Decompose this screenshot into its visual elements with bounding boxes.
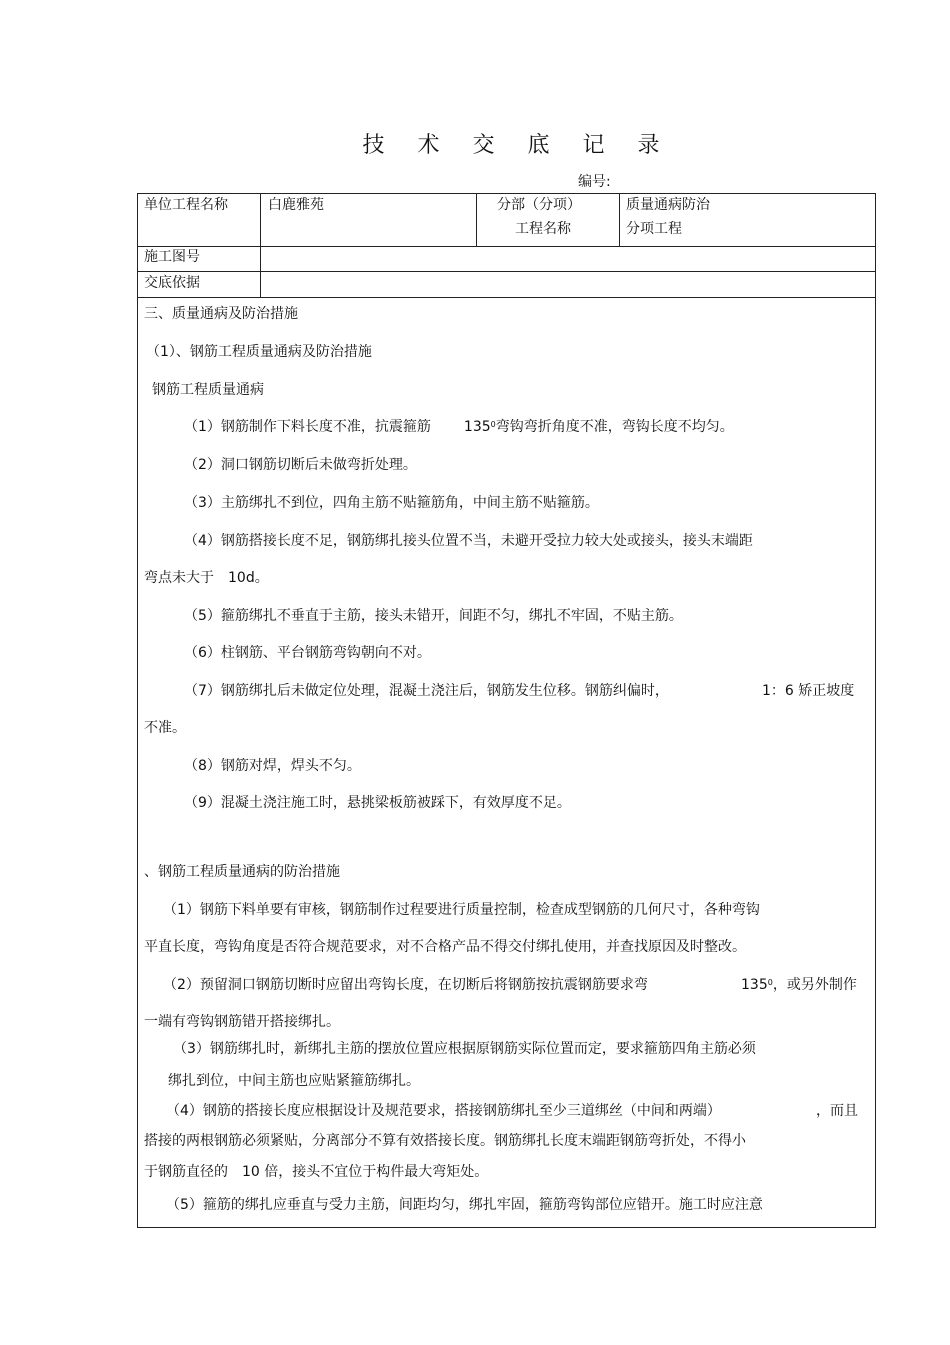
- defect-item-3: （3）主筋绑扎不到位，四角主筋不贴箍筋角，中间主筋不贴箍筋。: [184, 495, 599, 511]
- measure-item-4-line2: 搭接的两根钢筋必须紧贴，分离部分不算有效搭接长度。钢筋绑扎长度末端距钢筋弯折处，不得小: [144, 1133, 746, 1149]
- row-divider: [138, 271, 875, 272]
- defect-item-4-line1: （4）钢筋搭接长度不足，钢筋绑扎接头位置不当，未避开受拉力较大处或接头，接头末端距: [184, 533, 753, 549]
- defect-item-1: [184, 417, 734, 437]
- measure-item-3-line1: （3）钢筋绑扎时，新绑扎主筋的摆放位置应根据原钢筋实际位置而定，要求箍筋四角主筋必须: [173, 1041, 756, 1057]
- measure-item-1-line1: （1）钢筋下料单要有审核，钢筋制作过程要进行质量控制，检查成型钢筋的几何尺寸，各种弯钩: [163, 902, 760, 918]
- drawing-number-label: 施工图号: [144, 249, 200, 265]
- measure-item-3-line2: 绑扎到位，中间主筋也应贴紧箍筋绑扎。: [168, 1073, 420, 1089]
- row-divider: [138, 297, 875, 298]
- defects-title: 钢筋工程质量通病: [152, 382, 264, 398]
- angle-value: 135: [741, 977, 768, 993]
- defect-item-7-line2: 不准。: [144, 720, 186, 736]
- measure-item-2-line2: 一端有弯钩钢筋错开搭接绑扎。: [144, 1014, 340, 1030]
- sub-section-title: （1）、钢筋工程质量通病及防治措施: [146, 344, 372, 360]
- degree-mark: 0: [767, 978, 773, 987]
- measure-item-2-angle: $135^0$，或另外制作: [741, 977, 857, 993]
- column-divider: [619, 194, 620, 246]
- sub-project-label-line2: 工程名称: [515, 221, 571, 237]
- defect-item-7-slope: 1：6 矫正坡度: [762, 683, 855, 699]
- project-name-label: 单位工程名称: [144, 197, 228, 213]
- record-table: [137, 193, 876, 1228]
- row-divider: [138, 246, 875, 247]
- record-number-label: 编号:: [578, 174, 611, 190]
- page-title: 技 术 交 底 记 录: [362, 133, 673, 158]
- defect-item-7-line1: （7）钢筋绑扎后未做定位处理，混凝土浇注后，钢筋发生位移。钢筋纠偏时，: [184, 683, 669, 699]
- defect-1-text-b: 弯钩弯折角度不准，弯钩长度不均匀。: [495, 419, 734, 435]
- measure-item-4-end: ，而且: [816, 1103, 858, 1119]
- basis-label: 交底依据: [144, 275, 200, 291]
- measure-item-4-line3: 于钢筋直径的 10 倍，接头不宜位于构件最大弯矩处。: [144, 1164, 489, 1180]
- degree-mark: 0: [490, 420, 496, 429]
- column-divider: [260, 194, 261, 297]
- sub-project-value-line2: 分项工程: [626, 221, 682, 237]
- defect-item-6: （6）柱钢筋、平台钢筋弯钩朝向不对。: [184, 645, 431, 661]
- measure-item-1-line2: 平直长度，弯钩角度是否符合规范要求，对不合格产品不得交付绑扎使用，并查找原因及时整改。: [144, 939, 746, 955]
- measure-item-2-line1: （2）预留洞口钢筋切断时应留出弯钩长度，在切断后将钢筋按抗震钢筋要求弯: [163, 977, 648, 993]
- section-title: 三、质量通病及防治措施: [144, 306, 298, 322]
- defect-item-5: （5）箍筋绑扎不垂直于主筋，接头未错开，间距不匀，绑扎不牢固，不贴主筋。: [184, 608, 683, 624]
- project-name-value: 白鹿雅苑: [268, 197, 324, 213]
- defect-item-2: （2）洞口钢筋切断后未做弯折处理。: [184, 457, 417, 473]
- defect-item-8: （8）钢筋对焊，焊头不匀。: [184, 758, 361, 774]
- measure-item-4-line1: （4）钢筋的搭接长度应根据设计及规范要求，搭接钢筋绑扎至少三道绑丝（中间和两端）: [166, 1103, 721, 1119]
- defect-item-4-line2: 弯点未大于 10d。: [144, 570, 269, 586]
- measures-title: 、钢筋工程质量通病的防治措施: [144, 864, 340, 880]
- angle-value: 135: [463, 419, 491, 435]
- column-divider: [476, 194, 477, 246]
- sub-project-value-line1: 质量通病防治: [626, 197, 710, 213]
- defect-1-text-a: （1）钢筋制作下料长度不准，抗震箍筋: [184, 419, 431, 435]
- measure-item-5-line1: （5）箍筋的绑扎应垂直与受力主筋，间距均匀，绑扎牢固，箍筋弯钩部位应错开。施工时应注意: [166, 1197, 763, 1213]
- defect-item-9: （9）混凝土浇注施工时，悬挑梁板筋被踩下，有效厚度不足。: [184, 795, 571, 811]
- sub-project-label-line1: 分部（分项）: [497, 197, 581, 213]
